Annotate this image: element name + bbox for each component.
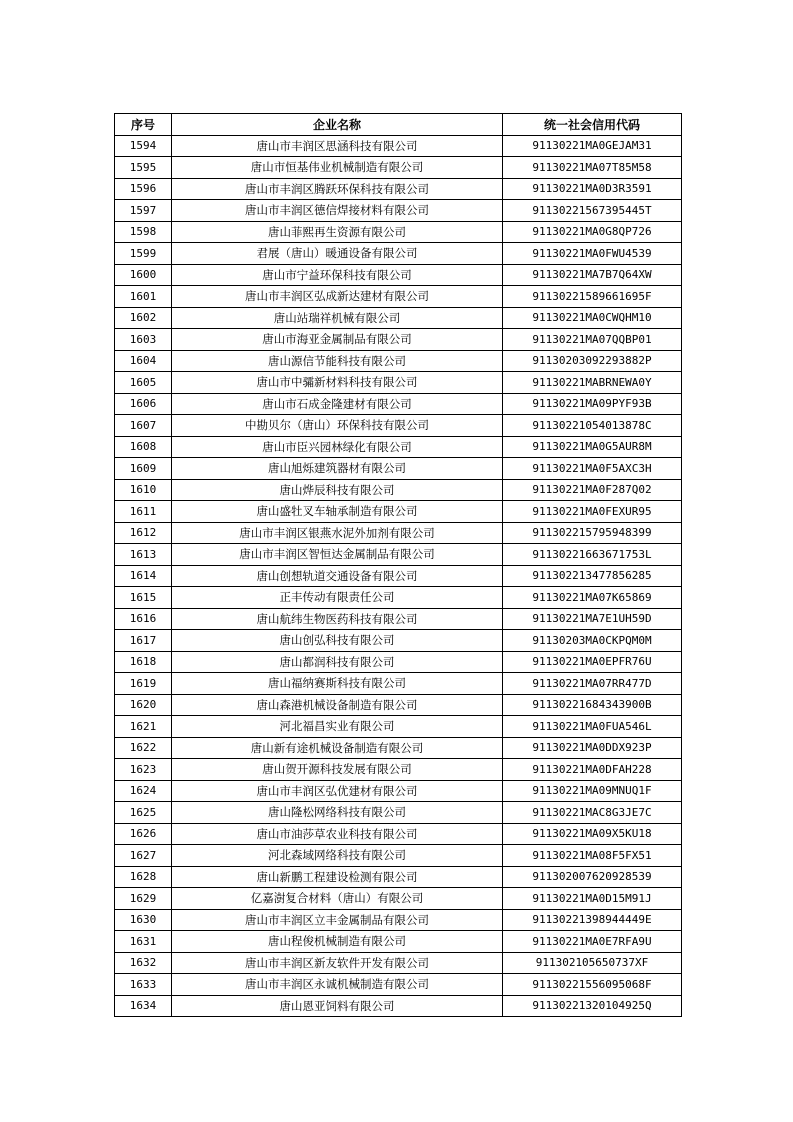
credit-code-cell: 91130221398944449E	[503, 909, 682, 931]
enterprise-name-cell: 唐山市海亚金属制品有限公司	[172, 329, 503, 351]
credit-code-cell: 91130221320104925Q	[503, 995, 682, 1017]
serial-number-cell: 1614	[115, 565, 172, 587]
credit-code-cell: 911302007620928539	[503, 866, 682, 888]
credit-code-cell: 91130221MA0F5AXC3H	[503, 458, 682, 480]
enterprise-name-cell: 唐山盛牡叉车轴承制造有限公司	[172, 501, 503, 523]
enterprise-name-cell: 河北森域网络科技有限公司	[172, 845, 503, 867]
enterprise-name-cell: 唐山隆松网络科技有限公司	[172, 802, 503, 824]
credit-code-cell: 91130221MA09PYF93B	[503, 393, 682, 415]
serial-number-cell: 1622	[115, 737, 172, 759]
credit-code-cell: 91130221MA7E1UH59D	[503, 608, 682, 630]
table-row	[115, 329, 682, 351]
credit-code-cell: 91130221MA0FUA546L	[503, 716, 682, 738]
credit-code-cell: 91130221MAC8G3JE7C	[503, 802, 682, 824]
credit-code-cell: 91130221589661695F	[503, 286, 682, 308]
table-row	[115, 501, 682, 523]
serial-number-cell: 1630	[115, 909, 172, 931]
table-row	[115, 716, 682, 738]
header-serial-number: 序号	[115, 114, 172, 136]
table-row	[115, 974, 682, 996]
table-row	[115, 888, 682, 910]
header-enterprise-name: 企业名称	[172, 114, 503, 136]
serial-number-cell: 1595	[115, 157, 172, 179]
enterprise-name-cell: 唐山市丰润区弘成新达建材有限公司	[172, 286, 503, 308]
table-row	[115, 436, 682, 458]
serial-number-cell: 1619	[115, 673, 172, 695]
serial-number-cell: 1627	[115, 845, 172, 867]
credit-code-cell: 91130221MA07QQBP01	[503, 329, 682, 351]
enterprise-name-cell: 唐山森港机械设备制造有限公司	[172, 694, 503, 716]
serial-number-cell: 1634	[115, 995, 172, 1017]
enterprise-name-cell: 唐山市丰润区银燕水泥外加剂有限公司	[172, 522, 503, 544]
table-row	[115, 608, 682, 630]
table-row	[115, 479, 682, 501]
table-row	[115, 544, 682, 566]
serial-number-cell: 1631	[115, 931, 172, 953]
enterprise-name-cell: 唐山程俊机械制造有限公司	[172, 931, 503, 953]
serial-number-cell: 1618	[115, 651, 172, 673]
credit-code-cell: 91130221663671753L	[503, 544, 682, 566]
table-row	[115, 393, 682, 415]
credit-code-cell: 91130221567395445T	[503, 200, 682, 222]
serial-number-cell: 1633	[115, 974, 172, 996]
enterprise-name-cell: 唐山市油莎草农业科技有限公司	[172, 823, 503, 845]
table-row	[115, 135, 682, 157]
enterprise-registry-table	[114, 113, 682, 1017]
serial-number-cell: 1609	[115, 458, 172, 480]
enterprise-name-cell: 唐山菲熙再生资源有限公司	[172, 221, 503, 243]
serial-number-cell: 1599	[115, 243, 172, 265]
enterprise-name-cell: 唐山福纳赛斯科技有限公司	[172, 673, 503, 695]
table-row	[115, 780, 682, 802]
enterprise-name-cell: 唐山市丰润区智恒达金属制品有限公司	[172, 544, 503, 566]
credit-code-cell: 91130221MA0FWU4539	[503, 243, 682, 265]
serial-number-cell: 1606	[115, 393, 172, 415]
enterprise-name-cell: 唐山站瑞祥机械有限公司	[172, 307, 503, 329]
credit-code-cell: 91130221MA09MNUQ1F	[503, 780, 682, 802]
credit-code-cell: 91130221MA0CWQHM10	[503, 307, 682, 329]
serial-number-cell: 1616	[115, 608, 172, 630]
serial-number-cell: 1597	[115, 200, 172, 222]
serial-number-cell: 1620	[115, 694, 172, 716]
credit-code-cell: 91130221MA0DFAH228	[503, 759, 682, 781]
table-row	[115, 157, 682, 179]
enterprise-name-cell: 唐山市中骦新材料科技有限公司	[172, 372, 503, 394]
serial-number-cell: 1629	[115, 888, 172, 910]
serial-number-cell: 1613	[115, 544, 172, 566]
serial-number-cell: 1596	[115, 178, 172, 200]
credit-code-cell: 91130221054013878C	[503, 415, 682, 437]
table-row	[115, 759, 682, 781]
enterprise-name-cell: 唐山烨辰科技有限公司	[172, 479, 503, 501]
table-row	[115, 737, 682, 759]
table-row	[115, 221, 682, 243]
credit-code-cell: 91130221MA7B7Q64XW	[503, 264, 682, 286]
table-row	[115, 673, 682, 695]
table-row	[115, 415, 682, 437]
serial-number-cell: 1623	[115, 759, 172, 781]
credit-code-cell: 91130221MA0GEJAM31	[503, 135, 682, 157]
table-header	[115, 114, 682, 136]
serial-number-cell: 1624	[115, 780, 172, 802]
credit-code-cell: 91130221MA0DDX923P	[503, 737, 682, 759]
enterprise-name-cell: 唐山都润科技有限公司	[172, 651, 503, 673]
table-row	[115, 630, 682, 652]
credit-code-cell: 91130203MA0CKPQM0M	[503, 630, 682, 652]
credit-code-cell: 91130221MA0G8QP726	[503, 221, 682, 243]
serial-number-cell: 1615	[115, 587, 172, 609]
serial-number-cell: 1608	[115, 436, 172, 458]
credit-code-cell: 91130221556095068F	[503, 974, 682, 996]
serial-number-cell: 1607	[115, 415, 172, 437]
enterprise-name-cell: 唐山恩亚饲料有限公司	[172, 995, 503, 1017]
table-row	[115, 802, 682, 824]
serial-number-cell: 1612	[115, 522, 172, 544]
enterprise-name-cell: 唐山市丰润区弘优建材有限公司	[172, 780, 503, 802]
table-row	[115, 952, 682, 974]
table-row	[115, 200, 682, 222]
table-row	[115, 350, 682, 372]
enterprise-name-cell: 唐山创想轨道交通设备有限公司	[172, 565, 503, 587]
enterprise-name-cell: 正丰传动有限责任公司	[172, 587, 503, 609]
serial-number-cell: 1617	[115, 630, 172, 652]
credit-code-cell: 91130221MA0D15M91J	[503, 888, 682, 910]
enterprise-name-cell: 亿嘉澍复合材料（唐山）有限公司	[172, 888, 503, 910]
credit-code-cell: 91130221MA07K65869	[503, 587, 682, 609]
table-row	[115, 264, 682, 286]
credit-code-cell: 91130221MA0D3R3591	[503, 178, 682, 200]
enterprise-name-cell: 唐山新鹏工程建设检测有限公司	[172, 866, 503, 888]
table-row	[115, 178, 682, 200]
table-row	[115, 823, 682, 845]
enterprise-name-cell: 唐山市丰润区德信焊接材料有限公司	[172, 200, 503, 222]
credit-code-cell: 91130221MA0G5AUR8M	[503, 436, 682, 458]
credit-code-cell: 91130203092293882P	[503, 350, 682, 372]
serial-number-cell: 1610	[115, 479, 172, 501]
credit-code-cell: 911302105650737XF	[503, 952, 682, 974]
table-row	[115, 845, 682, 867]
table-row	[115, 522, 682, 544]
enterprise-name-cell: 唐山市石成金隆建材有限公司	[172, 393, 503, 415]
table-row	[115, 909, 682, 931]
credit-code-cell: 911302215795948399	[503, 522, 682, 544]
serial-number-cell: 1594	[115, 135, 172, 157]
header-credit-code: 统一社会信用代码	[503, 114, 682, 136]
serial-number-cell: 1600	[115, 264, 172, 286]
table-row	[115, 458, 682, 480]
table-row	[115, 995, 682, 1017]
serial-number-cell: 1598	[115, 221, 172, 243]
table-row	[115, 866, 682, 888]
enterprise-name-cell: 唐山旭烁建筑器材有限公司	[172, 458, 503, 480]
enterprise-name-cell: 唐山市丰润区立丰金属制品有限公司	[172, 909, 503, 931]
table-body	[115, 135, 682, 1017]
enterprise-name-cell: 唐山市宁益环保科技有限公司	[172, 264, 503, 286]
enterprise-name-cell: 唐山贺开源科技发展有限公司	[172, 759, 503, 781]
header-row	[115, 114, 682, 136]
credit-code-cell: 91130221MA0E7RFA9U	[503, 931, 682, 953]
credit-code-cell: 91130221MABRNEWA0Y	[503, 372, 682, 394]
credit-code-cell: 91130221MA0FEXUR95	[503, 501, 682, 523]
table-row	[115, 372, 682, 394]
table-row	[115, 587, 682, 609]
serial-number-cell: 1604	[115, 350, 172, 372]
enterprise-name-cell: 唐山市丰润区永诚机械制造有限公司	[172, 974, 503, 996]
enterprise-name-cell: 唐山源信节能科技有限公司	[172, 350, 503, 372]
credit-code-cell: 911302213477856285	[503, 565, 682, 587]
credit-code-cell: 91130221MA07RR477D	[503, 673, 682, 695]
table-row	[115, 694, 682, 716]
credit-code-cell: 91130221MA0F287Q02	[503, 479, 682, 501]
credit-code-cell: 91130221684343900B	[503, 694, 682, 716]
credit-code-cell: 91130221MA0EPFR76U	[503, 651, 682, 673]
credit-code-cell: 91130221MA07T85M58	[503, 157, 682, 179]
table-row	[115, 243, 682, 265]
enterprise-name-cell: 唐山市臣兴园林绿化有限公司	[172, 436, 503, 458]
table-row	[115, 286, 682, 308]
enterprise-name-cell: 唐山航纬生物医药科技有限公司	[172, 608, 503, 630]
table-row	[115, 565, 682, 587]
credit-code-cell: 91130221MA08F5FX51	[503, 845, 682, 867]
table-row	[115, 651, 682, 673]
enterprise-name-cell: 唐山新有途机械设备制造有限公司	[172, 737, 503, 759]
serial-number-cell: 1601	[115, 286, 172, 308]
serial-number-cell: 1611	[115, 501, 172, 523]
table-row	[115, 931, 682, 953]
enterprise-name-cell: 唐山市恒基伟业机械制造有限公司	[172, 157, 503, 179]
enterprise-name-cell: 唐山创弘科技有限公司	[172, 630, 503, 652]
enterprise-name-cell: 中勘贝尔（唐山）环保科技有限公司	[172, 415, 503, 437]
serial-number-cell: 1625	[115, 802, 172, 824]
enterprise-name-cell: 唐山市丰润区思涵科技有限公司	[172, 135, 503, 157]
serial-number-cell: 1628	[115, 866, 172, 888]
serial-number-cell: 1632	[115, 952, 172, 974]
enterprise-name-cell: 河北福昌实业有限公司	[172, 716, 503, 738]
credit-code-cell: 91130221MA09X5KU18	[503, 823, 682, 845]
enterprise-name-cell: 君展（唐山）暖通设备有限公司	[172, 243, 503, 265]
enterprise-name-cell: 唐山市丰润区腾跃环保科技有限公司	[172, 178, 503, 200]
enterprise-name-cell: 唐山市丰润区新友软件开发有限公司	[172, 952, 503, 974]
serial-number-cell: 1605	[115, 372, 172, 394]
table-row	[115, 307, 682, 329]
serial-number-cell: 1602	[115, 307, 172, 329]
serial-number-cell: 1603	[115, 329, 172, 351]
serial-number-cell: 1621	[115, 716, 172, 738]
serial-number-cell: 1626	[115, 823, 172, 845]
